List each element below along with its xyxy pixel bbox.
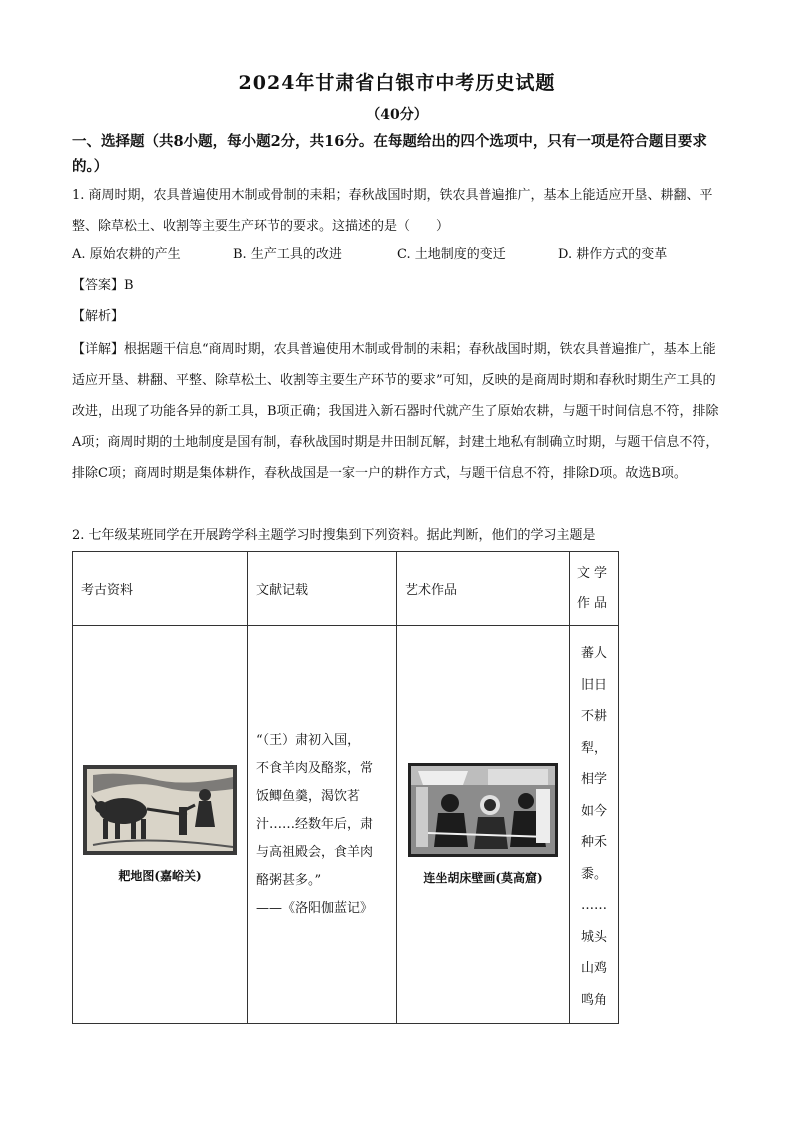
section-heading: 一、选择题（共8小题，每小题2分，共16分。在每题给出的四个选项中，只有一项是符合题目要求的。） [72, 133, 707, 175]
doc-line: 饭鲫鱼羹，渴饮茗 [256, 788, 361, 804]
mogao-mural-image [408, 763, 558, 857]
answer-value: B [124, 278, 134, 293]
artwork-cell [397, 626, 570, 1024]
poem-line: 如今 [580, 803, 607, 819]
archaeology-cell [73, 626, 248, 1024]
header-artwork: 艺术作品 [397, 552, 570, 626]
table-header-row [73, 552, 619, 626]
detail-text: 根据题干信息“商周时期，农具普遍使用木制或骨制的耒耜；春秋战国时期，铁农具普遍推广，基本上能适应开垦、耕翻、平整、除草松土、收割等主要生产环节的要求”可知，反映的是商周时期和春秋时期生产工具的改进，出现了功能各异的新工具，B项正确；我国进入新石器时代就产生了原始农耕，与题干时间信息不符，排除A项；商周时期的土地制度是国有制，春秋战国时期是井田制瓦解，封建土地私有制确立时期，与题干信息不符，排除C项；商周时期是集体耕作，春秋战国是一家一户的耕作方式，与题干信息不符，排除D项。故选B项。 [72, 342, 719, 481]
poem-line: 种禾 [580, 835, 607, 850]
doc-line: 不食羊肉及酪浆，常 [256, 760, 374, 776]
header-literature [570, 552, 619, 626]
poem-line: 鸣角 [580, 992, 607, 1008]
option-a: A. 原始农耕的产生 [72, 247, 181, 262]
question-1-stem: 1. 商周时期，农具普遍使用木制或骨制的耒耜；春秋战国时期，铁农具普遍推广，基本上能适应开垦、耕翻、平整、除草松土、收割等主要生产环节的要求。这描述的是（ ） [72, 188, 713, 234]
answer-tag: 【答案】 [72, 278, 125, 293]
poem-line: 蕃人 [580, 646, 607, 661]
doc-line: 汁……经数年后，肃 [256, 816, 374, 832]
literature-cell [570, 626, 619, 1024]
option-c: C. 土地制度的变迁 [397, 247, 506, 262]
poem-line: 犁， [580, 740, 607, 756]
poem-line: 城头 [580, 929, 607, 945]
option-d: D. 耕作方式的变革 [558, 247, 668, 262]
materials-table [72, 551, 619, 1024]
poem-line: 黍。 [580, 866, 607, 882]
option-b: B. 生产工具的改进 [233, 247, 342, 262]
archaeology-caption: 耙地图(嘉峪关) [118, 869, 202, 883]
exam-title: 2024年甘肃省白银市中考历史试题 [238, 72, 556, 94]
doc-line: 酪粥甚多。” [256, 872, 322, 888]
doc-source: ——《洛阳伽蓝记》 [256, 900, 374, 916]
doc-line: 与高祖殿会，食羊肉 [256, 844, 374, 860]
harrowing-mural-image [83, 765, 237, 855]
poem-line: 旧日 [580, 677, 607, 693]
doc-line: “（王）肃初入国， [256, 732, 361, 748]
exam-score: （40分） [366, 107, 428, 123]
table-body-row [73, 626, 619, 1024]
header-documents: 文献记载 [248, 552, 397, 626]
documents-cell [248, 626, 397, 1024]
poem-line: 山鸡 [580, 961, 607, 976]
poem-line: 不耕 [580, 709, 607, 724]
poem-line: 相学 [580, 772, 607, 787]
artwork-caption: 连坐胡床壁画(莫高窟) [423, 871, 543, 885]
answer-line [72, 271, 134, 301]
question-2-stem: 2. 七年级某班同学在开展跨学科主题学习时搜集到下列资料。据此判断，他们的学习主题是 [72, 528, 596, 543]
detail-paragraph [72, 334, 727, 489]
header-archaeology: 考古资料 [73, 552, 248, 626]
detail-tag: 【详解】 [72, 342, 125, 357]
header-literature-text: 文学作品 [577, 565, 612, 611]
poem-line: …… [581, 898, 607, 913]
analysis-tag: 【解析】 [72, 309, 125, 324]
